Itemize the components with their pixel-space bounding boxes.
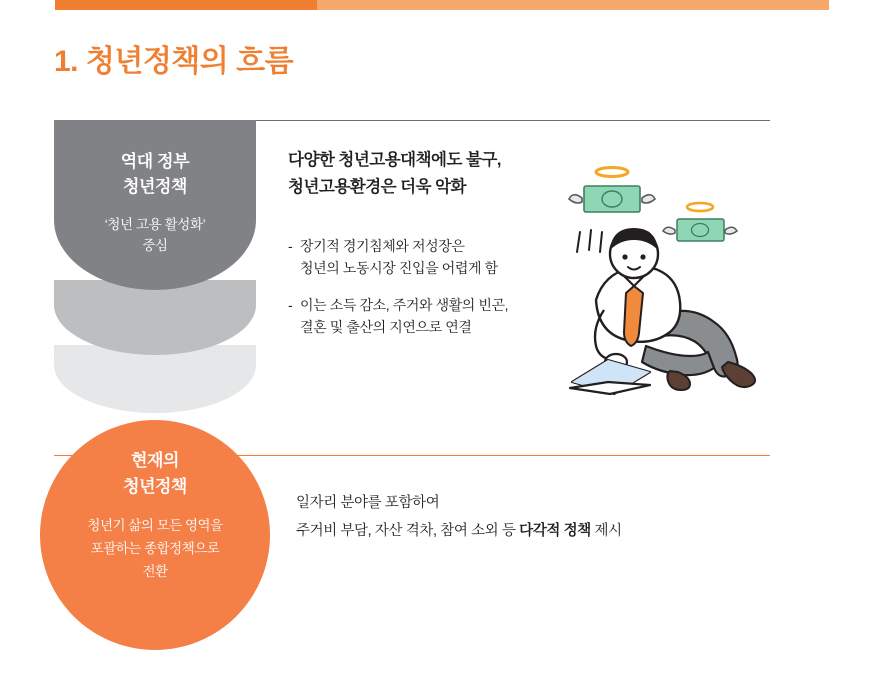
past-policy-heading-line1: 역대 정부 <box>120 152 190 171</box>
current-policy-circle <box>40 420 270 650</box>
laptop-icon <box>570 360 650 394</box>
eye-right <box>640 254 645 259</box>
current-policy-sub-line1: 청년기 삶의 모든 영역을 <box>87 518 223 533</box>
current-policy-heading-line1: 현재의 <box>131 451 179 470</box>
upper-bullet-list <box>288 235 568 353</box>
upper-heading-line1: 다양한 청년고용대책에도 불구, <box>288 151 501 169</box>
past-policy-sub-line2: 중심 <box>142 237 168 253</box>
past-policy-heading-line2: 청년정책 <box>122 176 188 196</box>
lower-text-block <box>296 490 622 545</box>
shape-light-band <box>54 345 256 413</box>
bullet-line1: 장기적 경기침체와 저성장은 <box>300 238 465 254</box>
left-column-shapes <box>54 120 256 412</box>
flying-money-icon-2 <box>663 203 737 241</box>
illustration-man-chasing-money <box>560 150 790 420</box>
list-item <box>288 235 568 280</box>
upper-heading <box>288 147 501 201</box>
upper-heading-line2: 청년고용환경은 더욱 악화 <box>288 178 466 197</box>
current-policy-sub <box>40 515 270 584</box>
page-title: 1. 청년정책의 흐름 <box>54 45 294 78</box>
bullet-line1: 이는 소득 감소, 주거와 생활의 빈곤, <box>300 296 509 313</box>
past-policy-sub-line1: ‘청년 고용 활성화’ <box>104 217 206 233</box>
lower-line2-suffix: 제시 <box>590 522 622 539</box>
bullet-dash-icon: - <box>288 296 293 313</box>
current-policy-sub-line2: 포괄하는 종합정책으로 <box>90 540 220 556</box>
past-policy-sub <box>54 215 256 256</box>
past-policy-label <box>54 150 256 256</box>
lower-line2-bold: 다각적 정책 <box>519 522 591 539</box>
lower-line2 <box>296 518 622 546</box>
list-item <box>288 294 568 339</box>
lower-line2-prefix: 주거비 부담, 자산 격차, 참여 소외 등 <box>296 522 520 539</box>
bullet-line2: 결혼 및 출산의 지연으로 연결 <box>300 319 472 336</box>
current-policy-heading-line2: 청년정책 <box>123 476 187 496</box>
shape-mid-band <box>54 280 256 355</box>
lower-line1: 일자리 분야를 포함하여 <box>296 495 440 511</box>
flying-money-icon-1 <box>569 168 655 213</box>
top-accent-bar-left <box>55 0 317 10</box>
current-policy-sub-line3: 전환 <box>142 563 168 579</box>
bullet-dash-icon: - <box>288 238 293 254</box>
top-accent-bar-right <box>317 0 829 10</box>
top-accent-bars <box>0 0 880 10</box>
eye-left <box>622 254 627 259</box>
bullet-line2: 청년의 노동시장 진입을 어렵게 함 <box>300 260 498 277</box>
shoe-right <box>722 362 755 387</box>
